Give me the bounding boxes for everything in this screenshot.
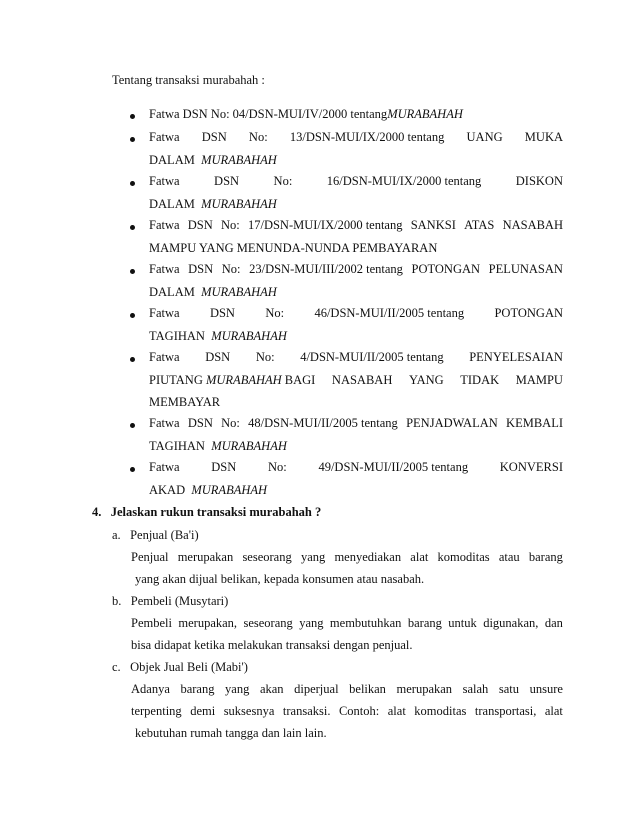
item-marker: c. [112, 660, 121, 674]
word: yang [225, 682, 250, 696]
fatwa-item-cont [149, 329, 287, 344]
word: barang [407, 616, 442, 630]
word: No: [267, 460, 287, 474]
intro-text: Tentang transaksi murabahah : [112, 73, 265, 87]
word-italic: MURABAHAH [205, 373, 282, 387]
word: Fatwa [149, 350, 180, 364]
fatwa-item-cont [149, 439, 287, 454]
fatwa-item-cont: MEMBAYAR [149, 395, 221, 409]
bullet-icon [130, 181, 135, 186]
word: menyediakan [334, 550, 402, 564]
word: No: [248, 130, 268, 144]
word: TIDAK [460, 373, 500, 387]
bullet-icon [130, 114, 135, 119]
bullet-icon [130, 423, 135, 428]
item-title: Objek Jual Beli (Mabi') [130, 660, 248, 674]
rukun-item-title [112, 528, 199, 543]
word: terpenting [131, 704, 182, 718]
word: Adanya [131, 682, 170, 696]
word: suksesnya [223, 704, 275, 718]
question-heading [92, 505, 321, 520]
fatwa-item-line [149, 460, 563, 475]
word: POTONGAN [411, 262, 481, 276]
word: untuk [448, 616, 477, 630]
word: 23/DSN-MUI/III/2002 tentang [249, 262, 403, 276]
word: alat [544, 704, 563, 718]
word: No: [221, 416, 240, 430]
word: membutuhkan [329, 616, 402, 630]
word: 4/DSN-MUI/II/2005 tentang [300, 350, 444, 364]
word: PENYELESAIAN [469, 350, 563, 364]
word: TAGIHAN [149, 329, 205, 343]
word: NASABAH [502, 218, 563, 232]
bullet-icon [130, 467, 135, 472]
bullet-icon [130, 357, 135, 362]
word: SANKSI [410, 218, 456, 232]
word: ATAS [464, 218, 495, 232]
word: TAGIHAN [149, 439, 205, 453]
word: unsure [529, 682, 563, 696]
word: No: [255, 350, 275, 364]
fatwa-item-line [149, 107, 463, 122]
fatwa-item-line [149, 306, 563, 321]
word: belikan [349, 682, 386, 696]
word: No: [221, 262, 241, 276]
rukun-item-line [131, 616, 563, 631]
rukun-item-title [112, 660, 248, 675]
word: salah [462, 682, 489, 696]
word: satu [498, 682, 520, 696]
word: atau [498, 550, 520, 564]
word: YANG [408, 373, 444, 387]
word: DSN [211, 460, 237, 474]
bullet-icon [130, 313, 135, 318]
word: DALAM [149, 197, 195, 211]
word: DSN [201, 130, 227, 144]
word: komoditas [437, 550, 490, 564]
fatwa-item-cont [149, 197, 277, 212]
word: MUKA [524, 130, 563, 144]
word: transaksi. [282, 704, 331, 718]
word: Fatwa [149, 262, 180, 276]
fatwa-item-cont [149, 373, 563, 388]
word: digunakan, [483, 616, 539, 630]
word: 46/DSN-MUI/II/2005 tentang [314, 306, 465, 320]
word: akan [259, 682, 284, 696]
rukun-item-line: yang akan dijual belikan, kepada konsumen atau nasabah. [135, 572, 425, 586]
fatwa-text: Fatwa DSN No: 04/DSN-MUI/IV/2000 tentang [149, 107, 388, 121]
item-title: Pembeli (Musytari) [130, 594, 229, 608]
word-italic: MURABAHAH [201, 285, 277, 299]
word: seseorang [242, 550, 292, 564]
rukun-item-line [131, 550, 563, 565]
word: BAGI [284, 373, 316, 387]
word-italic: MURABAHAH [201, 153, 277, 167]
word: yang [300, 550, 326, 564]
word: DSN [214, 174, 240, 188]
word: DALAM [149, 153, 195, 167]
fatwa-item-line [149, 218, 563, 233]
word-italic: MURABAHAH [201, 197, 277, 211]
fatwa-item-line [149, 130, 563, 145]
word: No: [221, 218, 240, 232]
word: NASABAH [331, 373, 393, 387]
word: transportasi, [474, 704, 537, 718]
word: Fatwa [149, 130, 180, 144]
word: dan [544, 616, 563, 630]
word: DSN [188, 262, 214, 276]
word: DSN [187, 218, 213, 232]
word: alat [387, 704, 406, 718]
word: DSN [205, 350, 231, 364]
item-marker: a. [112, 528, 121, 542]
word: diperjual [294, 682, 339, 696]
word: seseorang [243, 616, 293, 630]
fatwa-item-cont: MAMPU YANG MENUNDA-NUNDA PEMBAYARAN [149, 241, 438, 255]
word: POTONGAN [494, 306, 563, 320]
question-number: 4. [92, 505, 102, 519]
word: barang [528, 550, 563, 564]
word: yang [299, 616, 324, 630]
word: alat [410, 550, 429, 564]
word: 49/DSN-MUI/II/2005 tentang [318, 460, 469, 474]
word: Penjual [131, 550, 169, 564]
rukun-item-line [131, 704, 563, 719]
rukun-item-line [131, 682, 563, 697]
word: 13/DSN-MUI/IX/2000 tentang [289, 130, 445, 144]
word: 16/DSN-MUI/IX/2000 tentang [326, 174, 482, 188]
word: merupakan [177, 550, 234, 564]
word: MAMPU [515, 373, 563, 387]
question-text: Jelaskan rukun transaksi murabahah ? [110, 505, 322, 519]
word: PENJADWALAN [406, 416, 498, 430]
bullet-icon [130, 269, 135, 274]
word: komoditas [414, 704, 467, 718]
word: merupakan, [178, 616, 238, 630]
word: demi [190, 704, 216, 718]
word: No: [265, 306, 285, 320]
word: No: [273, 174, 293, 188]
word: PIUTANG [149, 373, 203, 387]
bullet-icon [130, 225, 135, 230]
word: DSN [209, 306, 235, 320]
fatwa-item-line [149, 174, 563, 189]
bullet-icon [130, 137, 135, 142]
word: Pembeli [131, 616, 172, 630]
fatwa-item-cont [149, 153, 277, 168]
rukun-item-line: kebutuhan rumah tangga dan lain lain. [135, 726, 327, 740]
word: AKAD [149, 483, 186, 497]
fatwa-italic: MURABAHAH [387, 107, 463, 121]
word: Fatwa [149, 218, 180, 232]
word: barang [180, 682, 215, 696]
item-marker: b. [112, 594, 122, 608]
word: Fatwa [149, 174, 180, 188]
word-italic: MURABAHAH [211, 329, 287, 343]
word-group [149, 373, 315, 388]
word: Fatwa [149, 460, 180, 474]
word: DISKON [515, 174, 563, 188]
word: merupakan [396, 682, 453, 696]
word: DALAM [149, 285, 195, 299]
word-italic: MURABAHAH [191, 483, 268, 497]
rukun-item-line: bisa didapat ketika melakukan transaksi dengan penjual. [131, 638, 413, 652]
word: KONVERSI [499, 460, 563, 474]
word: DSN [187, 416, 213, 430]
word: UANG [466, 130, 503, 144]
word: Fatwa [149, 306, 180, 320]
word: KEMBALI [506, 416, 563, 430]
word: PELUNASAN [488, 262, 563, 276]
word: Contoh: [338, 704, 380, 718]
word: 17/DSN-MUI/IX/2000 tentang [247, 218, 403, 232]
fatwa-item-cont [149, 483, 267, 498]
fatwa-item-cont [149, 285, 277, 300]
word: 48/DSN-MUI/II/2005 tentang [248, 416, 398, 430]
item-title: Penjual (Ba'i) [130, 528, 199, 542]
word-italic: MURABAHAH [211, 439, 287, 453]
fatwa-item-line [149, 416, 563, 431]
rukun-item-title [112, 594, 228, 609]
fatwa-item-line [149, 350, 563, 365]
fatwa-item-line [149, 262, 563, 277]
word: Fatwa [149, 416, 180, 430]
